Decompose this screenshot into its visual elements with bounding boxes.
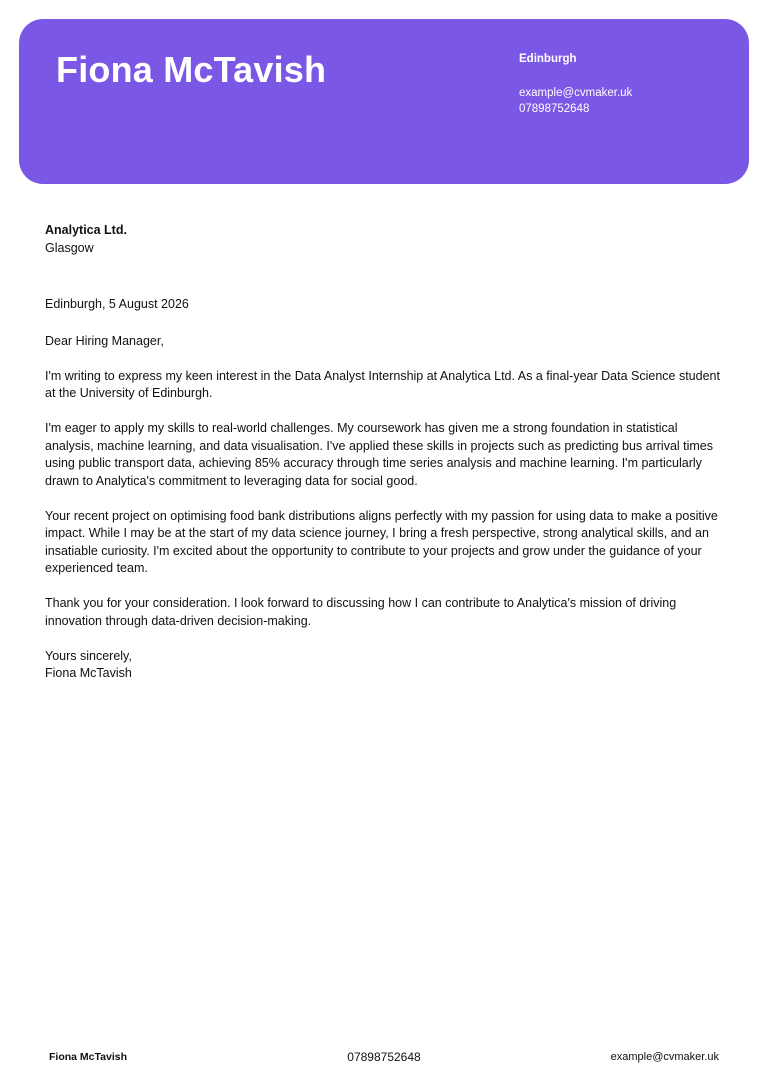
paragraph-thanks: Thank you for your consideration. I look forward to discussing how I can contribute to Analytica's mission of driving innovation through data-driven decision-making. xyxy=(45,596,677,628)
signature: Fiona McTavish xyxy=(45,666,132,680)
recipient-city: Glasgow xyxy=(45,240,94,255)
paragraph-skills: I'm eager to apply my skills to real-world challenges. My coursework has given me a strong foundation in statistical analysis, machine learning, and data visualisation. I've applied these skills in projects such as predicting bus arrival times using public transport data, achieving 85% accuracy through time series analysis and machine learning. I'm particularly drawn to Analytica's commitment to leveraging data for social good. xyxy=(45,421,714,488)
salutation: Dear Hiring Manager, xyxy=(45,333,164,348)
footer-phone: 07898752648 xyxy=(347,1050,421,1064)
footer-email: example@cvmaker.uk xyxy=(610,1051,719,1063)
paragraph-motivation: Your recent project on optimising food bank distributions aligns perfectly with my passion for using data to make a positive impact. While I may be at the start of my data science journey, I bring a fresh perspective, strong analytical skills, and an insatiable curiosity. I'm excited about the opportunity to contribute to your projects and grow under the guidance of your experienced team. xyxy=(45,508,718,575)
contact-city: Edinburgh xyxy=(519,53,577,65)
letter-body xyxy=(45,222,725,683)
paragraph-intro: I'm writing to express my keen interest in the Data Analyst Internship at Analytica Ltd. As a final-year Data Science student at the University of Edinburgh. xyxy=(45,368,720,400)
applicant-name: Fiona McTavish xyxy=(56,49,327,90)
recipient-company: Analytica Ltd. xyxy=(45,223,127,237)
contact-phone: 07898752648 xyxy=(519,103,590,115)
letter-date: Edinburgh, 5 August 2026 xyxy=(45,297,189,311)
closing: Yours sincerely, xyxy=(45,648,132,663)
contact-details xyxy=(519,51,632,117)
page-footer xyxy=(49,1049,719,1065)
contact-email: example@cvmaker.uk xyxy=(519,87,633,99)
footer-name: Fiona McTavish xyxy=(49,1051,127,1063)
header-banner xyxy=(19,19,749,184)
